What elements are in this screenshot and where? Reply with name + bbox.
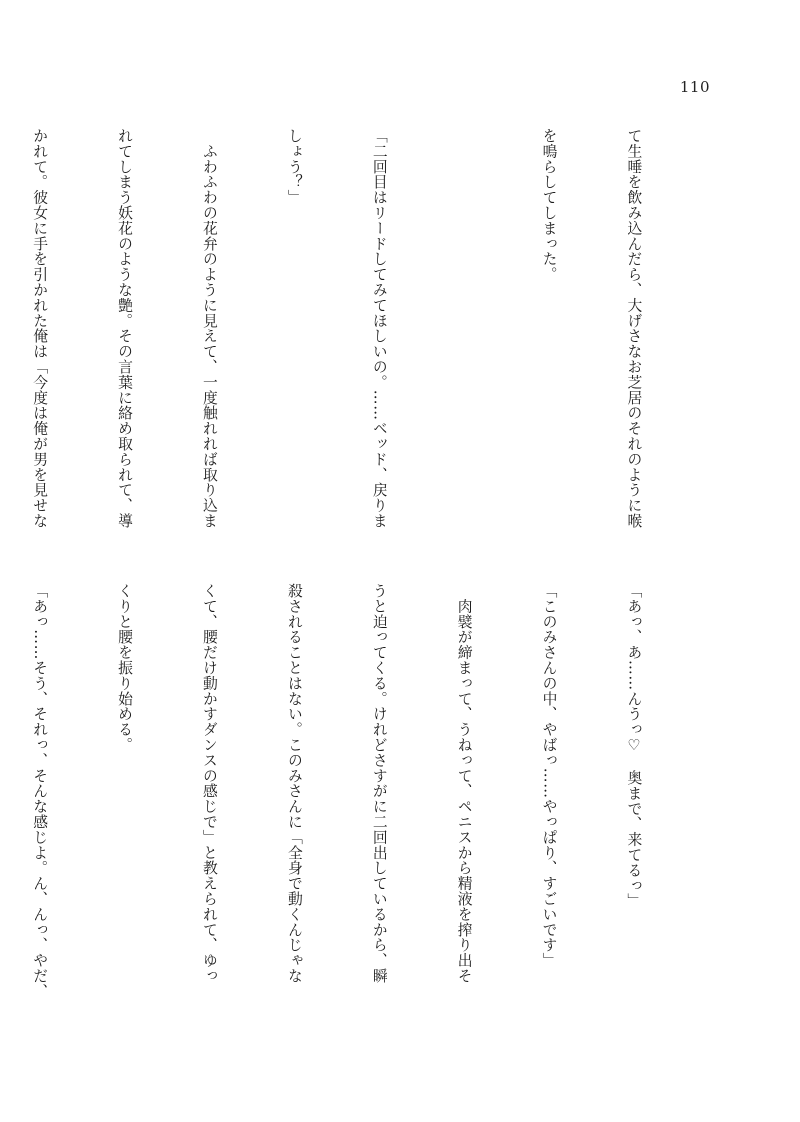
text-line: れてしまう妖花のような艶。その言葉に絡め取られて、導 <box>116 128 134 529</box>
text-line: しょう？」 <box>285 128 303 205</box>
text-line: かれて。彼女に手を引かれた俺は「今度は俺が男を見せな <box>31 128 49 529</box>
text-line: て生唾を飲み込んだら、大げさなお芝居のそれのように喉 <box>625 128 643 529</box>
text-line: 「二回目はリードしてみてほしいの。……ベッド、戻りま <box>370 128 388 529</box>
text-line: を鳴らしてしまった。 <box>540 128 558 282</box>
text-line: うと迫ってくる。けれどさすがに二回出しているから、瞬 <box>370 583 388 984</box>
text-line: 「あっ……そう、それっ、そんな感じよ。ん、んっ、やだ、 <box>31 583 49 999</box>
text-line: くて、腰だけ動かすダンスの感じで」と教えられて、ゆっ <box>200 583 218 984</box>
text-line: くりと腰を振り始める。 <box>116 583 134 753</box>
blank-line <box>449 128 477 548</box>
text-line: 殺されることはない。このみさんに「全身で動くんじゃな <box>285 583 303 984</box>
text-block-bottom <box>0 583 704 1003</box>
text-line: 「このみさんの中、やばっ……やっぱり、すごいです」 <box>540 583 558 968</box>
page-number: 110 <box>679 78 710 96</box>
text-line: ふわふわの花弁のように見えて、一度触れれば取り込ま <box>200 128 218 529</box>
text-block-top <box>0 128 704 548</box>
text-line: 肉襞が締まって、うねって、ペニスから精液を搾り出そ <box>455 583 473 984</box>
text-line: 「あっ、あ……んうっ♡ 奥まで、来てるっ」 <box>625 583 643 909</box>
